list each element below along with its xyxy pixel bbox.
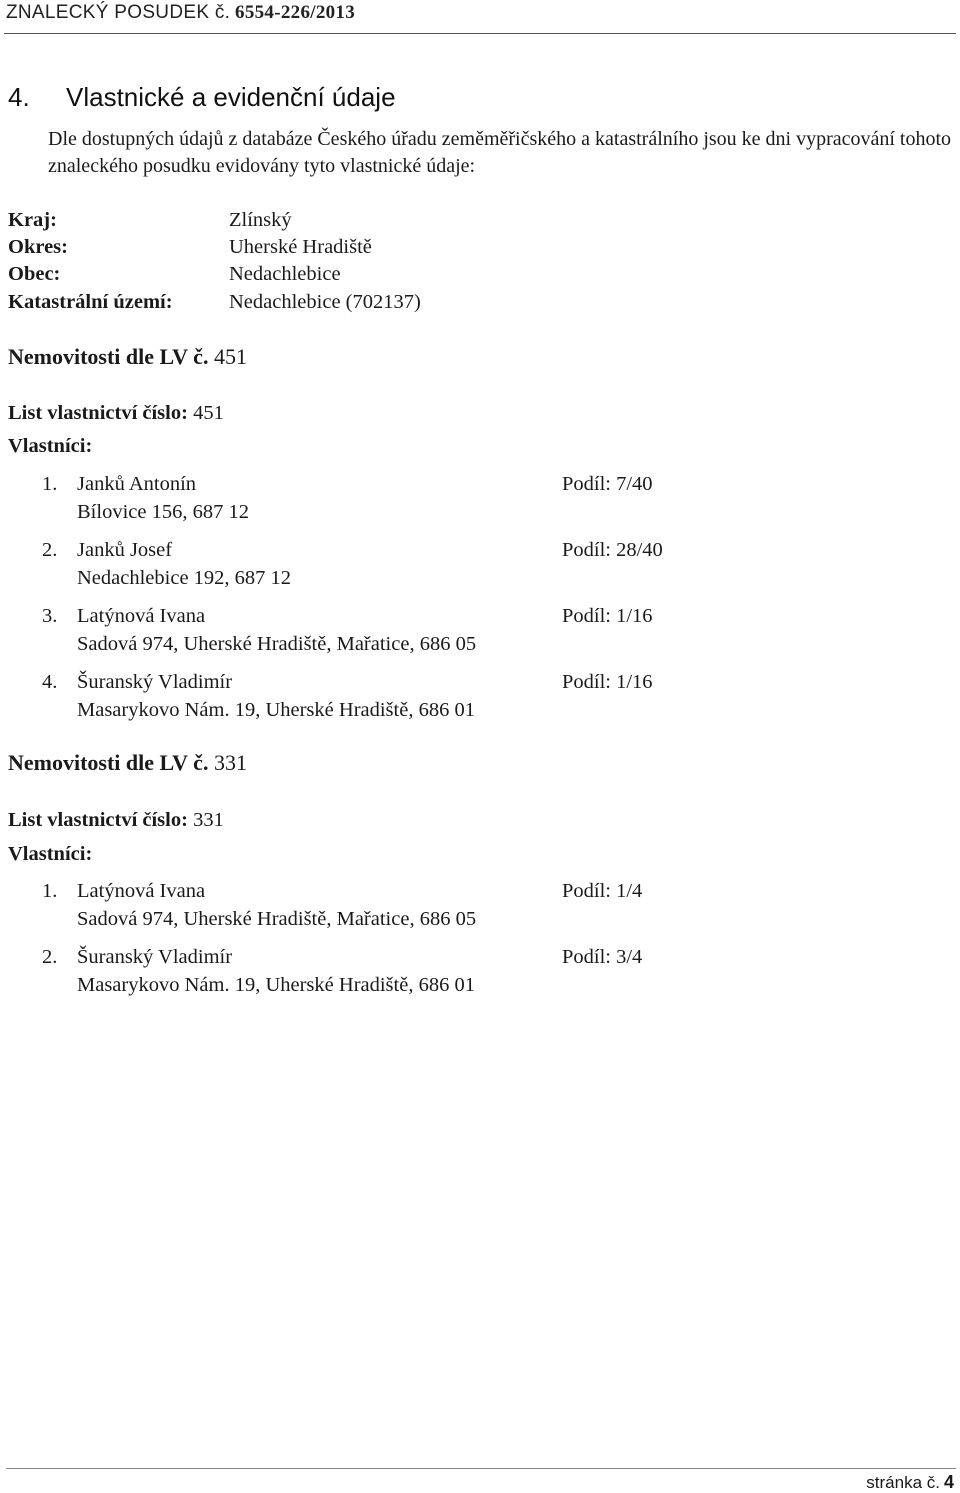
section-heading <box>8 82 396 113</box>
owner-address: Masarykovo Nám. 19, Uherské Hradiště, 686 01 <box>77 699 475 721</box>
header-number: 6554-226/2013 <box>235 2 356 23</box>
owner-name: Šuranský Vladimír <box>77 671 233 693</box>
location-label: Obec: <box>8 263 61 285</box>
lv-title-number: 451 <box>213 344 247 369</box>
list-label: List vlastnictví číslo: <box>8 402 188 424</box>
owner-index: 2. <box>42 539 58 561</box>
lv-section-title <box>8 750 247 776</box>
list-number: 331 <box>193 809 224 831</box>
lv-title-prefix: Nemovitosti dle LV č. <box>8 344 209 369</box>
page-number: 4 <box>943 1472 954 1492</box>
document-header <box>6 2 355 24</box>
list-label: List vlastnictví číslo: <box>8 809 188 831</box>
page-label: stránka č. <box>866 1473 940 1492</box>
header-title: ZNALECKÝ POSUDEK č. <box>6 2 231 23</box>
owner-share: Podíl: 3/4 <box>562 946 643 968</box>
owner-address: Nedachlebice 192, 687 12 <box>77 567 292 589</box>
owner-index: 2. <box>42 946 58 968</box>
owner-share: Podíl: 1/16 <box>562 671 653 693</box>
owner-name: Janků Antonín <box>77 473 197 495</box>
location-label: Kraj: <box>8 209 57 231</box>
list-number: 451 <box>193 402 224 424</box>
lv-title-number: 331 <box>213 750 247 775</box>
location-row-katastr <box>0 291 960 319</box>
header-rule <box>4 33 956 34</box>
owner-name: Latýnová Ivana <box>77 880 206 902</box>
location-label: Okres: <box>8 236 68 258</box>
owner-index: 1. <box>42 473 58 495</box>
list-vlastnictvi-label <box>8 402 224 425</box>
owner-index: 1. <box>42 880 58 902</box>
footer-rule <box>6 1468 956 1469</box>
owners-label: Vlastníci: <box>8 435 93 457</box>
owner-name: Latýnová Ivana <box>77 605 206 627</box>
section-title: Vlastnické a evidenční údaje <box>66 82 396 112</box>
owner-address: Sadová 974, Uherské Hradiště, Mařatice, 686 05 <box>77 633 477 655</box>
location-value: Nedachlebice <box>229 263 341 285</box>
location-value: Uherské Hradiště <box>229 236 372 258</box>
location-label: Katastrální území: <box>8 291 173 313</box>
owner-index: 3. <box>42 605 58 627</box>
lv-section-title <box>8 344 247 370</box>
location-value: Zlínský <box>229 209 292 231</box>
owner-share: Podíl: 7/40 <box>562 473 653 495</box>
owner-index: 4. <box>42 671 58 693</box>
owner-share: Podíl: 1/16 <box>562 605 653 627</box>
owner-share: Podíl: 1/4 <box>562 880 643 902</box>
section-intro: Dle dostupných údajů z databáze Českého úřadu zeměměřičského a katastrálního jsou ke dni vypracování tohoto znaleckého posudku evidovány tyto vlastnické údaje: <box>48 128 952 177</box>
location-value: Nedachlebice (702137) <box>229 291 421 313</box>
location-row-okres <box>0 236 960 264</box>
owner-name: Šuranský Vladimír <box>77 946 233 968</box>
section-number: 4. <box>8 82 30 112</box>
owner-address: Bílovice 156, 687 12 <box>77 501 249 523</box>
owners-label: Vlastníci: <box>8 843 93 865</box>
owner-share: Podíl: 28/40 <box>562 539 663 561</box>
location-row-obec <box>0 263 960 291</box>
owner-name: Janků Josef <box>77 539 173 561</box>
owner-address: Sadová 974, Uherské Hradiště, Mařatice, 686 05 <box>77 908 477 930</box>
list-vlastnictvi-label <box>8 809 224 832</box>
owner-address: Masarykovo Nám. 19, Uherské Hradiště, 686 01 <box>77 974 475 996</box>
lv-title-prefix: Nemovitosti dle LV č. <box>8 750 209 775</box>
location-row-kraj <box>0 209 960 237</box>
